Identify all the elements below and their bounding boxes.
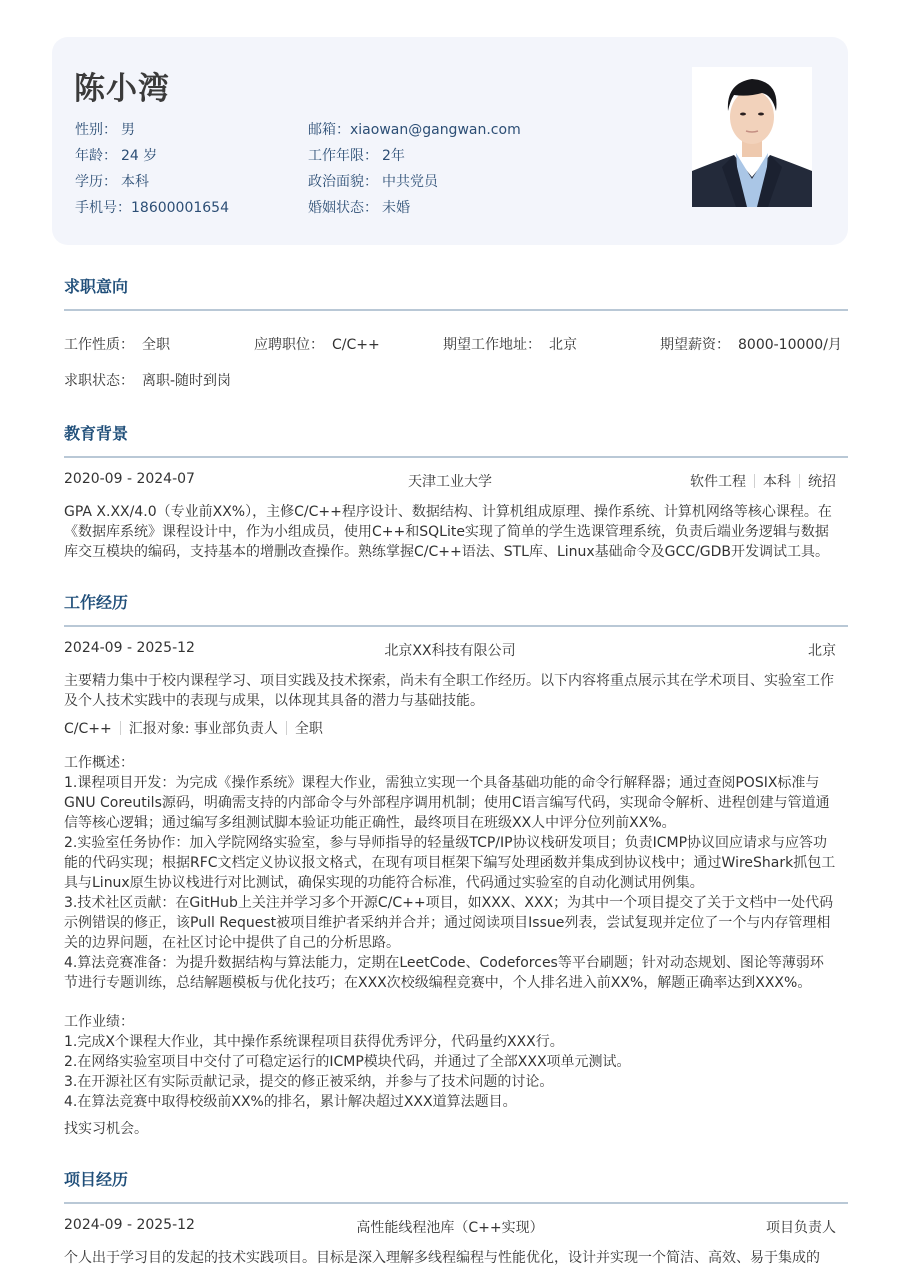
- field-value: 全职: [142, 337, 170, 353]
- tag-separator: [754, 474, 755, 488]
- field-label: 婚姻状态：: [308, 200, 378, 216]
- company-name: 北京XX科技有限公司: [384, 643, 516, 659]
- tech-tag: C/C++: [64, 721, 112, 737]
- education-section: [64, 423, 848, 568]
- education-level-field: [75, 171, 229, 197]
- portrait-illustration: [692, 67, 812, 207]
- report-to-tag: 汇报对象: 事业部负责人: [128, 721, 278, 737]
- education-entry-header: [64, 471, 836, 491]
- result-item: 4.在算法竞赛中取得校级前XX%的排名，累计解决超过XXX道算法题目。: [64, 1094, 517, 1110]
- field-value: xiaowan@gangwan.com: [350, 122, 521, 138]
- email-field: [308, 119, 521, 145]
- political-status-field: [308, 171, 521, 197]
- work-tags: [64, 718, 323, 738]
- project-entry-header: [64, 1217, 836, 1237]
- tag-separator: [120, 721, 121, 735]
- education-tags: [690, 471, 836, 491]
- salary-field: [660, 334, 842, 354]
- field-value: 男: [121, 122, 135, 138]
- work-section: [64, 592, 848, 1152]
- field-value: C/C++: [332, 337, 380, 353]
- gender-field: [75, 119, 229, 145]
- field-label: 手机号：: [75, 200, 131, 216]
- education-period: 2020-09 - 2024-07: [64, 471, 195, 487]
- field-value: 离职-随时到岗: [142, 373, 232, 389]
- degree-tag: 本科: [763, 474, 791, 490]
- project-name: 高性能线程池库（C++实现）: [356, 1220, 544, 1236]
- tag-separator: [286, 721, 287, 735]
- section-divider: [64, 1202, 848, 1204]
- major-tag: 软件工程: [690, 474, 746, 490]
- job-status-field: [64, 370, 231, 390]
- field-value: 中共党员: [382, 174, 438, 190]
- job-intent-section: [64, 276, 848, 396]
- field-label: 期望薪资：: [660, 337, 730, 353]
- projects-section: [64, 1169, 848, 1275]
- profile-left-fields: [75, 119, 229, 223]
- section-divider: [64, 309, 848, 311]
- profile-card: [52, 37, 848, 245]
- enrollment-tag: 统招: [808, 474, 836, 490]
- field-value: 24 岁: [121, 148, 158, 164]
- project-description: 个人出于学习目的发起的技术实践项目。目标是深入理解多线程编程与性能优化，设计并实现一个简洁、高效、易于集成的: [64, 1250, 820, 1266]
- work-period: 2024-09 - 2025-12: [64, 640, 195, 656]
- result-item: 1.完成X个课程大作业，其中操作系统课程项目获得优秀评分，代码量约XXX行。: [64, 1034, 564, 1050]
- section-divider: [64, 456, 848, 458]
- project-period: 2024-09 - 2025-12: [64, 1217, 195, 1233]
- work-closing: 找实习机会。: [64, 1121, 148, 1137]
- education-description: GPA X.XX/4.0（专业前XX%），主修C/C++程序设计、数据结构、计算机组成原理、操作系统、计算机网络等核心课程。在《数据库系统》课程设计中，作为小组成员，使用C++和SQLite实现了简单的学生选课管理系统，负责后端业务逻辑与数据库交互模块的编码，支持基本的增删改查操作。熟练掌握C/C++语法、STL库、Linux基础命令及GCC/GDB开发调试工具。: [64, 504, 832, 560]
- marital-status-field: [308, 197, 521, 223]
- work-location: 北京: [808, 643, 836, 659]
- work-entry-header: [64, 640, 836, 660]
- tag-separator: [799, 474, 800, 488]
- overview-item: 4.算法竞赛准备：为提升数据结构与算法能力，定期在LeetCode、Codeforces等平台刷题；针对动态规划、图论等薄弱环节进行专题训练，总结解题模板与优化技巧；在XXX次校级编程竞赛中，个人排名进入前XX%，解题正确率达到XXX%。: [64, 955, 824, 991]
- field-label: 工作年限：: [308, 148, 378, 164]
- field-label: 工作性质：: [64, 337, 134, 353]
- overview-item: 3.技术社区贡献：在GitHub上关注并学习多个开源C/C++项目，如XXX、XXX；为其中一个项目提交了关于文档中一处代码示例错误的修正，该Pull Request被项目维护者采纳并合并；通过阅读项目Issue列表，尝试复现并定位了一个与内存管理相关的边界问题，在社区讨论中提供了自己的分析思路。: [64, 895, 834, 951]
- profile-right-fields: [308, 119, 521, 223]
- field-value: 8000-10000/月: [738, 337, 842, 353]
- field-value: 未婚: [382, 200, 410, 216]
- work-intro: 主要精力集中于校内课程学习、项目实践及技术探索，尚未有全职工作经历。以下内容将重点展示其在学术项目、实验室工作及个人技术实践中的表现与成果，以体现其具备的潜力与基础技能。: [64, 673, 834, 709]
- overview-item: 1.课程项目开发：为完成《操作系统》课程大作业，需独立实现一个具备基础功能的命令行解释器；通过查阅POSIX标准与GNU Coreutils源码，明确需支持的内部命令与外部程序调用机制；使用C语言编写代码，实现命令解析、进程创建与管道通信等核心逻辑；通过编写多组测试脚本验证功能正确性，最终项目在班级XX人中评分位列前XX%。: [64, 775, 830, 831]
- result-item: 3.在开源社区有实际贡献记录，提交的修正被采纳，并参与了技术问题的讨论。: [64, 1074, 554, 1090]
- work-years-field: [308, 145, 521, 171]
- work-type-field: [64, 334, 170, 354]
- project-role: 项目负责人: [766, 1220, 836, 1236]
- section-title: 项目经历: [64, 1170, 129, 1189]
- result-item: 2.在网络实验室项目中交付了可稳定运行的ICMP模块代码，并通过了全部XXX项单元测试。: [64, 1054, 631, 1070]
- work-overview: [64, 753, 836, 993]
- field-label: 应聘职位：: [254, 337, 324, 353]
- field-label: 政治面貌：: [308, 174, 378, 190]
- field-label: 求职状态：: [64, 373, 134, 389]
- employment-type-tag: 全职: [294, 721, 323, 737]
- age-field: [75, 145, 229, 171]
- section-title: 求职意向: [64, 277, 129, 296]
- field-label: 年龄：: [75, 148, 117, 164]
- work-results: [64, 1012, 836, 1112]
- candidate-name: 陈小湾: [74, 71, 170, 107]
- position-field: [254, 334, 380, 354]
- field-label: 学历：: [75, 174, 117, 190]
- portrait-photo-icon: [692, 67, 812, 207]
- section-title: 工作经历: [64, 593, 129, 612]
- section-divider: [64, 625, 848, 627]
- field-value: 2年: [382, 148, 405, 164]
- location-field: [443, 334, 577, 354]
- section-title: 教育背景: [64, 424, 129, 443]
- field-label: 邮箱：: [308, 122, 350, 138]
- field-label: 期望工作地址：: [443, 337, 541, 353]
- field-value: 北京: [549, 337, 577, 353]
- results-title: 工作业绩：: [64, 1014, 134, 1030]
- school-name: 天津工业大学: [408, 474, 492, 490]
- phone-field: [75, 197, 229, 223]
- overview-title: 工作概述：: [64, 755, 134, 771]
- field-label: 性别：: [75, 122, 117, 138]
- overview-item: 2.实验室任务协作：加入学院网络实验室，参与导师指导的轻量级TCP/IP协议栈研发项目；负责ICMP协议回应请求与应答功能的代码实现；根据RFC文档定义协议报文格式，在现有项目框架下编写处理函数并集成到协议栈中；通过WireShark抓包工具与Linux原生协议栈进行对比测试，确保实现的功能符合标准，代码通过实验室的自动化测试用例集。: [64, 835, 836, 891]
- field-value: 18600001654: [131, 200, 229, 216]
- field-value: 本科: [121, 174, 149, 190]
